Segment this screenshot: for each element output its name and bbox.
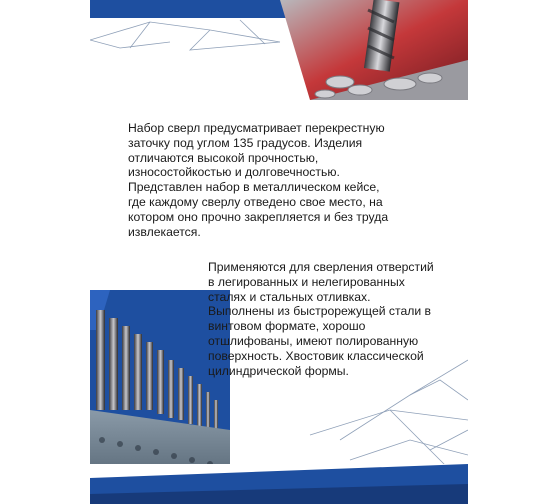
description-paragraph-1: Набор сверл предусматривает перекрестную заточку под углом 135 градусов. Изделия отличаются высокой прочностью, износостойкостью и долговечностью. Представлен набор в металлическом кейсе, где каждому сверлу отведено свое место, на котором оно прочно закрепляется и без труда извлекается. (128, 121, 389, 239)
description-paragraph-2: Применяются для сверления отверстий в легированных и нелегированных сталях и стальных отливках. Выполнены из быстрорежущей стали в винтовом формате, хорошо отшлифованы, имеют полированную поверхность. Хвостовик классической цилиндрической формы. (208, 260, 434, 378)
top-blue-bar (90, 0, 300, 18)
drilling-photo (280, 0, 468, 100)
bottom-blue-band (90, 464, 468, 504)
content-card (90, 0, 468, 504)
